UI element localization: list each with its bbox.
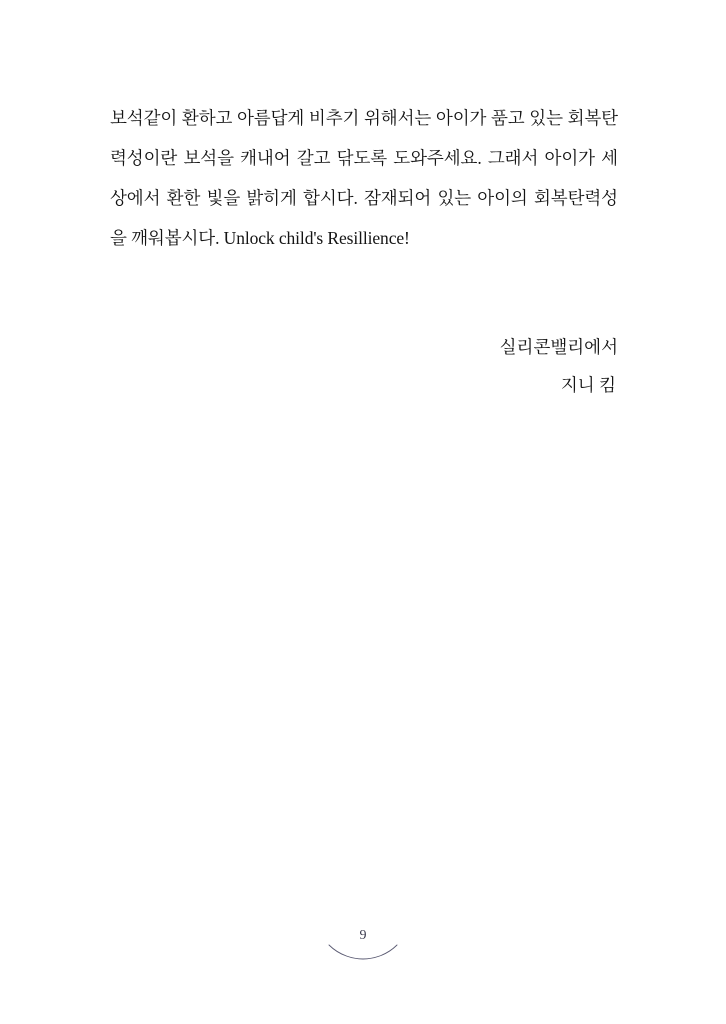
page-number: 9 <box>359 928 367 943</box>
signature-author: 지니 킴 <box>560 375 616 395</box>
swash-rule-icon <box>328 944 398 960</box>
signature-place: 실리콘밸리에서 <box>499 337 618 357</box>
signature-block <box>110 328 618 404</box>
body-paragraph: 보석같이 환하고 아름답게 비추기 위해서는 아이가 품고 있는 회복탄력성이란 보석을 캐내어 갈고 닦도록 도와주세요. 그래서 아이가 세상에서 환한 빛을 밝히게 합시다. 잠재되어 있는 아이의 회복탄력성을 깨워봅시다. Unlock child's Resillience! <box>110 108 618 248</box>
body-paragraph-block <box>110 98 618 258</box>
